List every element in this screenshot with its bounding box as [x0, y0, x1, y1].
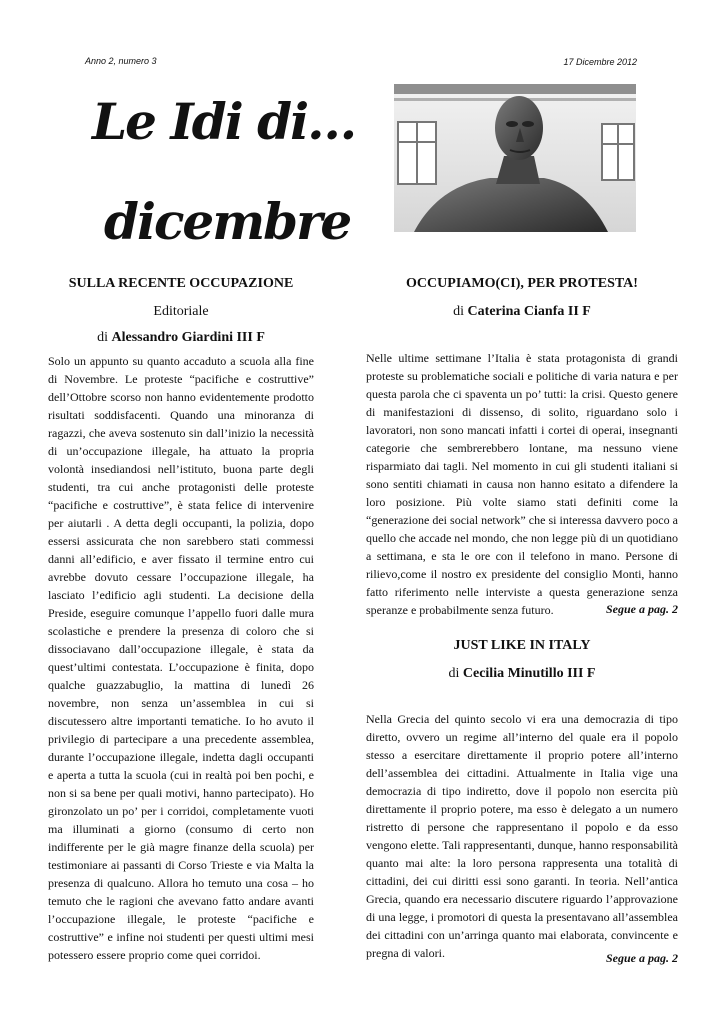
article-body: Nella Grecia del quinto secolo vi era una democrazia di tipo diretto, ovvero un regime all’interno del quale era il popolo stesso a esercitare direttamente il proprio potere all’interno dell’assemblea dei cittadini. Attualmente in Italia vige una democrazia di tipo indiretto, dove il popolo non esercita più direttamente il proprio potere, ma esso è delegato a un numero ristretto di persone che rappresentano il popolo e da esso vengono elette. Tali rappresentanti, dunque, hanno responsabilità quanto mai alte: la loro persona rappresenta una totalità di cittadini, dei cui diritti essi sono garanti. In teoria. Nell’antica Grecia, quando era necessario discutere riguardo l’approvazione di una legge, i promotori di questa la presentavano all’assemblea dei cittadini con un’arringa quanto mai elaborata, convincente e pregna di valori.	[366, 712, 678, 960]
article-title: JUST LIKE IN ITALY	[453, 638, 591, 653]
issue-number: Anno 2, numero 3	[85, 56, 157, 66]
article-author: Cecilia Minutillo III F	[462, 666, 596, 681]
masthead-title-line2: dicembre	[104, 192, 351, 251]
article-byline	[366, 666, 678, 682]
article-body: Nelle ultime settimane l’Italia è stata protagonista di grandi proteste su problematiche sociali e politiche di varia natura e per questa parola che ci spaventa un po’ tutti: la crisi. Questo genere di manifestazioni di dissenso, di solito, riguardano solo i lavoratori, non sono mancati infatti i cortei di operai, insegnanti categorie che sembrerebbero lontane, ma nessuno viene risparmiato dai tagli. Nel momento in cui gli studenti italiani si sono sentiti chiamati in causa non hanno esitato a difendere la loro posizione. Più volte siamo stati definiti come la “generazione dei social network” che si interessa davvero poco a quello che accade nel mondo, che non legge più di un quotidiano a settimana, e sta le ore con il telefono in mano. Persone di rilievo,come il nostro ex presidente del consiglio Monti, hanno fatto riferimento nelle interviste a questa generazione senza speranze e probabilmente senza futuro.	[366, 351, 678, 617]
continued-link[interactable]: Segue a pag. 2	[606, 951, 678, 965]
continued-link[interactable]: Segue a pag. 2	[606, 602, 678, 616]
article-body: Solo un appunto su quanto accaduto a scuola alla fine di Novembre. Le proteste “pacifiche e costruttive” dell’Ottobre scorso non hanno evidentemente prodotto risultati soddisfacenti. Quando una minoranza di ragazzi, che aveva sostenuto sin dall’inizio la necessità di un’occupazione illegale, ha attuato la propria volontà insediandosi nell’istituto, buona parte degli studenti, tra cui anche protagonisti delle proteste “pacifiche e costruttive”, è stata felice di intervenire per aiutarli . A detta degli occupanti, la polizia, dopo essersi assicurata che non sarebbero stati commessi danni all’edificio, e aver fissato il termine entro cui avrebbe dovuto cessare l’occupazione illegale, ha lasciato l’edificio agli studenti. La decisione della Preside, eseguire comunque l’appello fuori dalle mura scolastiche e prendere la presenza di coloro che si dissociavano dall’occupazione illegale, è stata da quest’ultimi contestata. L’occupazione è finita, dopo qualche guazzabuglio, la mattina di lunedì 26 novembre, non senza un’assemblea in cui si discutessero altre importanti tematiche. Io ho avuto il privilegio di partecipare a una precedente assemblea, durante l’occupazione illegale, indetta dagli occupanti e aperta a tutta la scuola (cui in realtà poi ben pochi, e non si sa bene per quali motivi, hanno partecipato). Ho gironzolato un po’ per i corridoi, completamente vuoti ma illuminati a giorno (consumo di certo non indifferente per le già magre finanze della scuola) per testimoniare ai passanti di Corso Trieste e via Malta la presenza di qualcuno. Allora ho temuto una cosa – ho temuto che le ragioni che avevano fatto andare avanti l’occupazione illegale, le proteste “pacifiche e costruttive” e infine noi studenti per questi ultimi mesi potessero essere proprio come quei corridoi.	[48, 354, 314, 962]
byline-prefix: di	[97, 330, 108, 345]
masthead-title: Le Idi di…	[92, 92, 356, 151]
article-title: OCCUPIAMO(CI), PER PROTESTA!	[406, 276, 638, 291]
byline-prefix: di	[448, 666, 460, 681]
article-title: SULLA RECENTE OCCUPAZIONE	[68, 276, 294, 291]
article-byline	[48, 330, 314, 346]
article-subtitle: Editoriale	[153, 304, 209, 319]
issue-date: 17 Dicembre 2012	[563, 57, 637, 67]
article-author: Caterina Cianfa II F	[467, 304, 591, 319]
statue-photo	[394, 84, 636, 232]
article-author: Alessandro Giardini III F	[111, 330, 265, 345]
byline-prefix: di	[453, 304, 465, 319]
article-byline	[366, 304, 678, 320]
